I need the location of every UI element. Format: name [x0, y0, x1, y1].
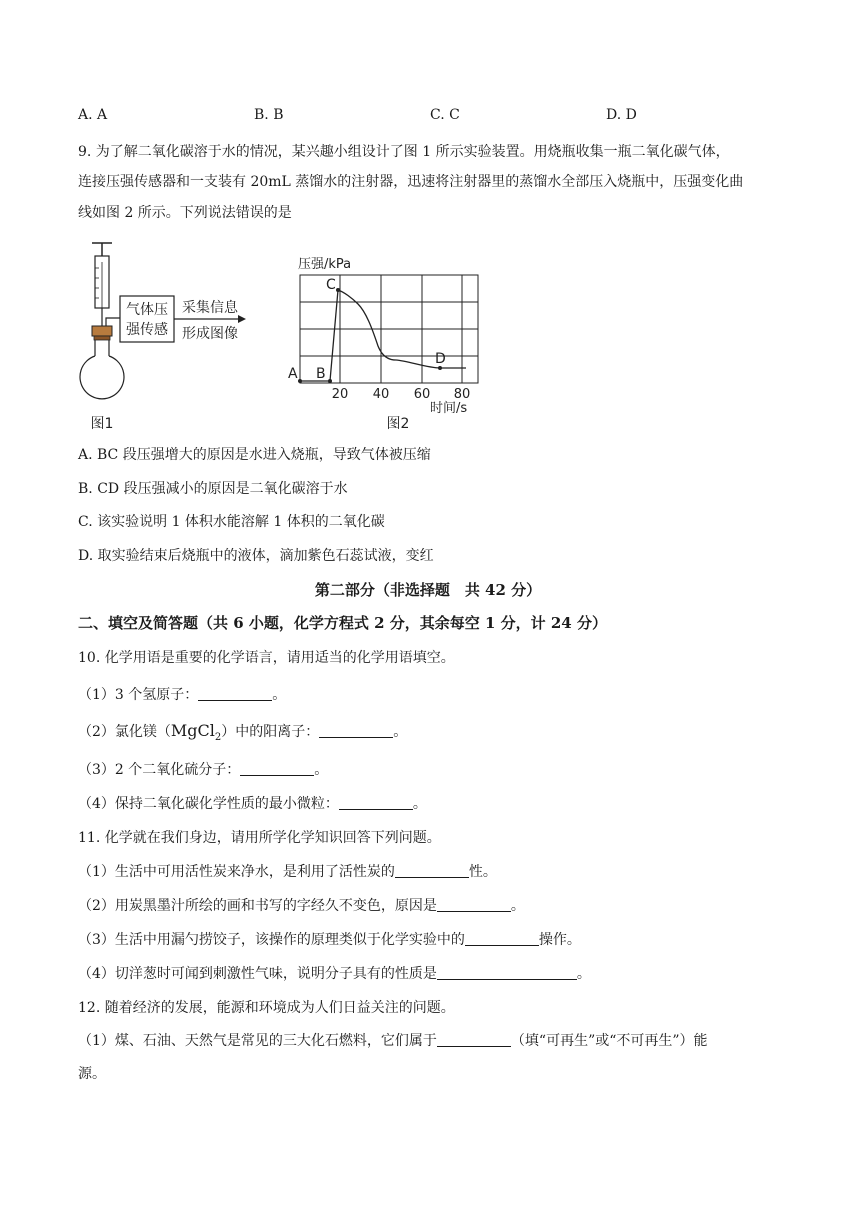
q11-stem: 11. 化学就在我们身边，请用所学化学知识回答下列问题。: [78, 830, 441, 846]
chart-x-label: 时间/s: [430, 401, 468, 416]
q9-stem-line3: 线如图 2 所示。下列说法错误的是: [78, 205, 292, 221]
q10-item3-text: （3）2 个二氧化硫分子：: [78, 762, 241, 778]
point-label-d: D: [435, 351, 446, 367]
q11-item3: [78, 930, 581, 950]
q11-item2: [78, 896, 525, 916]
formula-mgcl2: [170, 721, 222, 744]
point-label-c: C: [326, 277, 336, 293]
q11-item3-blank[interactable]: [465, 931, 539, 946]
q12-item1-continuation: 源。: [78, 1066, 106, 1082]
section2-title: 二、填空及简答题（共 6 小题，化学方程式 2 分，其余每空 1 分，计 24 分）: [78, 614, 607, 632]
previous-question-options: [78, 107, 778, 127]
point-c-marker: [336, 288, 340, 292]
arrow-label-collect: 采集信息: [182, 300, 238, 316]
q10-item4-text: （4）保持二氧化碳化学性质的最小微粒：: [78, 796, 339, 812]
x-tick-60: 60: [413, 387, 431, 402]
q10-item4: [78, 794, 427, 814]
q9-choice-d: D. 取实验结束后烧瓶中的液体，滴加紫色石蕊试液，变红: [78, 548, 434, 564]
q9-choice-b: B. CD 段压强减小的原因是二氧化碳溶于水: [78, 481, 348, 497]
point-label-a: A: [288, 366, 298, 382]
q11-item1-end: 性。: [468, 864, 497, 880]
q12-item1: [78, 1031, 708, 1051]
q12-item1-text: （1）煤、石油、天然气是常见的三大化石燃料，它们属于: [78, 1033, 437, 1049]
sensor-label-line1: 气体压: [126, 302, 168, 318]
q10-item3: [78, 760, 328, 780]
figure1-apparatus: [78, 238, 278, 438]
q9-stem-line2: 连接压强传感器和一支装有 20mL 蒸馏水的注射器，迅速将注射器里的蒸馏水全部压入烧瓶中，压强变化曲: [78, 174, 744, 190]
q10-item1-blank[interactable]: [198, 686, 272, 701]
option-c: C. C: [430, 107, 460, 123]
q10-item3-end: 。: [314, 762, 329, 778]
q10-item4-end: 。: [412, 796, 427, 812]
q11-item4-text: （4）切洋葱时可闻到刺激性气味，说明分子具有的性质是: [78, 966, 437, 982]
q10-item1-end: 。: [272, 687, 287, 703]
q11-item1: [78, 862, 497, 882]
point-b-marker: [328, 379, 332, 383]
q10-item2: [78, 721, 407, 748]
point-label-b: B: [316, 366, 326, 382]
x-tick-20: 20: [331, 387, 349, 402]
figure2-pressure-chart: [288, 248, 498, 433]
option-d: D. D: [606, 107, 637, 123]
q11-item4: [78, 964, 591, 984]
q10-item3-blank[interactable]: [240, 761, 314, 776]
q10-item2-blank[interactable]: [319, 723, 393, 738]
q11-item3-text: （3）生活中用漏勺捞饺子，该操作的原理类似于化学实验中的: [78, 932, 465, 948]
x-tick-80: 80: [453, 387, 471, 402]
q12-item1-blank[interactable]: [437, 1032, 511, 1047]
q10-item2-mid: ）中的阳离子：: [221, 724, 320, 740]
point-a-marker: [298, 379, 302, 383]
option-a: A. A: [78, 107, 108, 123]
q12-item1-end: （填“可再生”或“不可再生”）能: [510, 1033, 708, 1049]
q11-item2-end: 。: [510, 898, 525, 914]
q11-item3-end: 操作。: [538, 932, 581, 948]
q9-stem-line1: 9. 为了解二氧化碳溶于水的情况，某兴趣小组设计了图 1 所示实验装置。用烧瓶收集一瓶二氧化碳气体，: [78, 144, 730, 160]
part2-title: 第二部分（非选择题 共 42 分）: [314, 581, 542, 599]
q10-item2-text: （2）氯化镁（: [78, 724, 171, 740]
figure1-caption: 图1: [90, 416, 114, 432]
q10-item2-end: 。: [393, 724, 408, 740]
q12-stem: 12. 随着经济的发展，能源和环境成为人们日益关注的问题。: [78, 1000, 455, 1016]
q10-stem: 10. 化学用语是重要的化学语言，请用适当的化学用语填空。: [78, 650, 455, 666]
q11-item1-blank[interactable]: [395, 863, 469, 878]
q10-item1: [78, 685, 286, 705]
option-b: B. B: [254, 107, 284, 123]
q11-item1-text: （1）生活中可用活性炭来净水，是利用了活性炭的: [78, 864, 395, 880]
chart-y-label: 压强/kPa: [298, 257, 352, 272]
sensor-label-line2: 强传感: [126, 322, 168, 338]
x-tick-40: 40: [372, 387, 390, 402]
formula-main: MgCl: [170, 721, 215, 740]
q11-item2-text: （2）用炭黑墨汁所绘的画和书写的字经久不变色，原因是: [78, 898, 437, 914]
q9-choice-c: C. 该实验说明 1 体积水能溶解 1 体积的二氧化碳: [78, 514, 385, 530]
q11-item4-end: 。: [576, 966, 591, 982]
q9-choice-a: A. BC 段压强增大的原因是水进入烧瓶，导致气体被压缩: [78, 447, 431, 463]
q11-item2-blank[interactable]: [437, 897, 511, 912]
arrow-label-form: 形成图像: [182, 326, 238, 342]
formula-subscript: 2: [214, 732, 222, 744]
figure2-caption: 图2: [386, 416, 410, 432]
q10-item1-text: （1）3 个氢原子：: [78, 687, 199, 703]
q10-item4-blank[interactable]: [339, 795, 413, 810]
q11-item4-blank[interactable]: [437, 965, 577, 980]
